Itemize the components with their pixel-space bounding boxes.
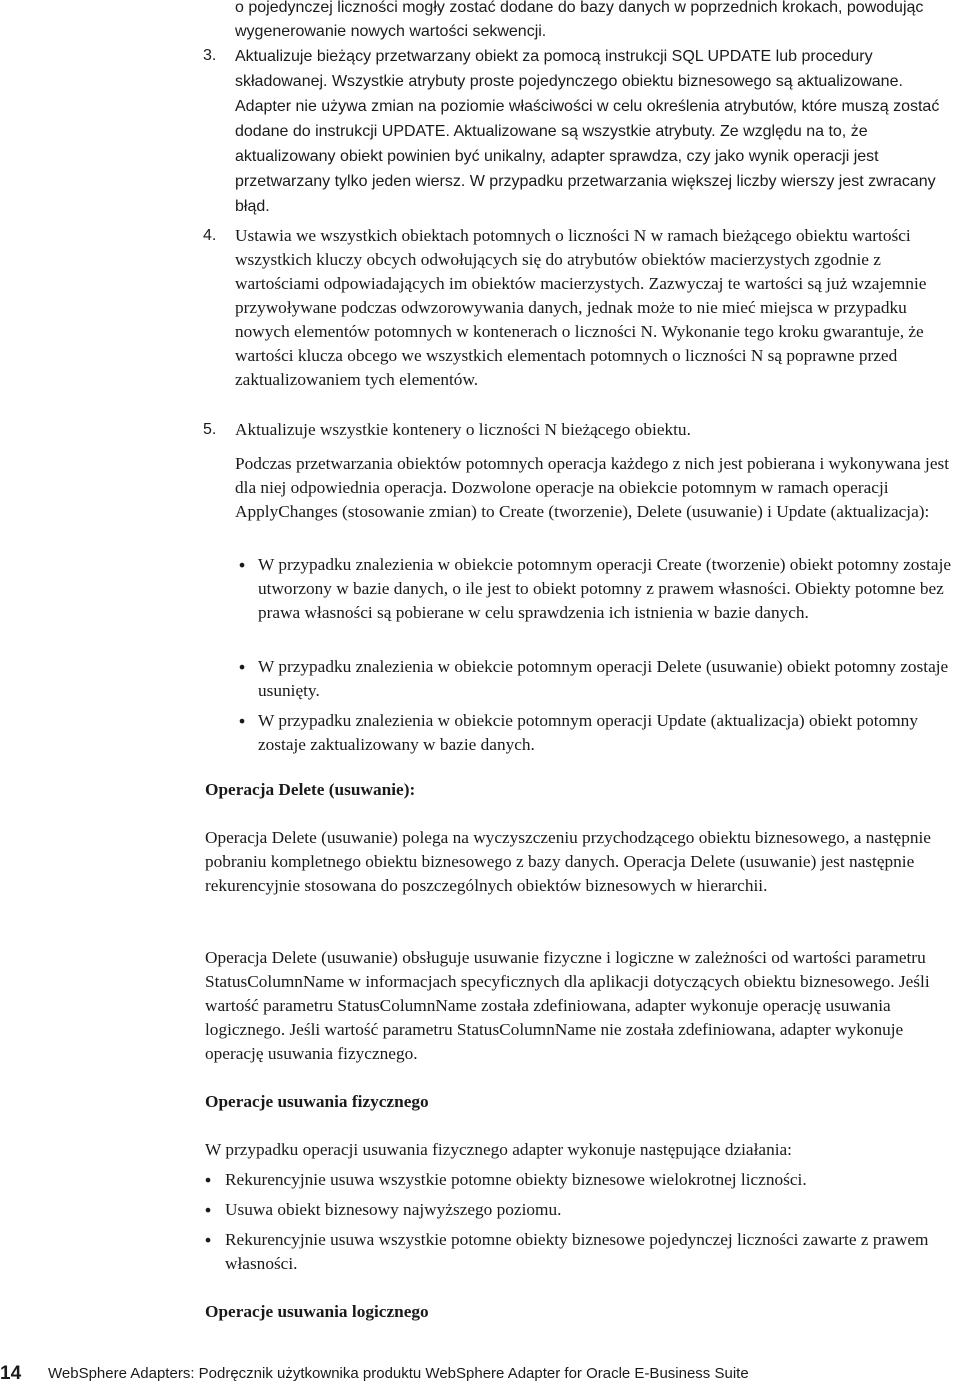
- bullet-marker: •: [238, 711, 246, 731]
- section-heading-logical-delete: Operacje usuwania logicznego: [205, 1302, 429, 1321]
- footer-title: WebSphere Adapters: Podręcznik użytkownika produktu WebSphere Adapter for Oracle E-Business Suite: [48, 1365, 749, 1382]
- section-heading-physical-delete: Operacje usuwania fizycznego: [205, 1092, 429, 1111]
- delete-paragraph-2: Operacja Delete (usuwanie) obsługuje usuwanie fizyczne i logiczne w zależności od wartości parametru StatusColumnName w informacjach specyficznych dla aplikacji dotyczących obiektu biznesowego. Jeśli wartość parametru StatusColumnName została zdefiniowana, adapter wykonuje operację usuwania logicznego. Jeśli wartość parametru StatusColumnName nie została zdefiniowana, adapter wykonuje operację usuwania fizycznego.: [205, 948, 930, 1063]
- list-item-5-bullet-1: W przypadku znalezienia w obiekcie potomnym operacji Create (tworzenie) obiekt potomny zostaje utworzony w bazie danych, o ile jest to obiekt potomny z prawem własności. Obiekty potomne bez prawa własności są pobierane w celu sprawdzenia ich istnienia w bazie danych.: [258, 555, 952, 622]
- list-item-4-text: Ustawia we wszystkich obiektach potomnych o liczności N w ramach bieżącego obiektu wartości wszystkich kluczy obcych odwołujących się do atrybutów obiektów macierzystych zgodnie z wartościami odpowiadających im obiektów macierzystych. Zazwyczaj te wartości są już wzajemnie przywoływane podczas odwzorowywania danych, jednak może to nie mieć miejsca w przypadku nowych elementów potomnych w kontenerach o liczności N. Wykonanie tego kroku gwarantuje, że wartości klucza obcego we wszystkich elementach potomnych o liczności N są poprawne przed zaktualizowaniem tych elementów.: [235, 226, 927, 389]
- physical-delete-bullet-1: Rekurencyjnie usuwa wszystkie potomne obiekty biznesowe wielokrotnej liczności.: [225, 1170, 807, 1189]
- bullet-marker: •: [238, 657, 246, 677]
- bullet-marker: •: [238, 555, 246, 575]
- bullet-marker: •: [204, 1170, 212, 1190]
- page-number: 14: [0, 1363, 22, 1384]
- list-item-2-continuation: o pojedynczej liczności mogły zostać dodane do bazy danych w poprzednich krokach, powodując wygenerowanie nowych wartości sekwencji.: [235, 0, 924, 40]
- delete-paragraph-1: Operacja Delete (usuwanie) polega na wyczyszczeniu przychodzącego obiektu biznesowego, a następnie pobraniu kompletnego obiektu biznesowego z bazy danych. Operacja Delete (usuwanie) jest następnie rekurencyjnie stosowana do poszczególnych obiektów biznesowych w hierarchii.: [205, 828, 931, 895]
- list-item-4-number: 4.: [203, 227, 217, 244]
- bullet-marker: •: [204, 1230, 212, 1250]
- list-item-5-bullet-2: W przypadku znalezienia w obiekcie potomnym operacji Delete (usuwanie) obiekt potomny zostaje usunięty.: [258, 657, 949, 700]
- list-item-5-text: Aktualizuje wszystkie kontenery o liczności N bieżącego obiektu.: [235, 420, 691, 439]
- list-item-3-number: 3.: [203, 47, 217, 64]
- list-item-5-number: 5.: [203, 421, 217, 438]
- list-item-5-bullet-3: W przypadku znalezienia w obiekcie potomnym operacji Update (aktualizacja) obiekt potomny zostaje zaktualizowany w bazie danych.: [258, 711, 918, 754]
- bullet-marker: •: [204, 1200, 212, 1220]
- section-heading-delete: Operacja Delete (usuwanie):: [205, 780, 416, 799]
- physical-delete-intro: W przypadku operacji usuwania fizycznego adapter wykonuje następujące działania:: [205, 1140, 792, 1159]
- page-footer: [0, 1362, 960, 1386]
- physical-delete-bullet-2: Usuwa obiekt biznesowy najwyższego poziomu.: [225, 1200, 562, 1219]
- physical-delete-bullet-3: Rekurencyjnie usuwa wszystkie potomne obiekty biznesowe pojedynczej liczności zawarte z prawem własności.: [225, 1230, 929, 1273]
- list-item-3-lead: Aktualizuje bieżący przetwarzany obiekt za pomocą instrukcji SQL UPDATE lub procedury składowanej. Wszystkie atrybuty proste pojedynczego obiektu biznesowego są aktualizowane.: [235, 48, 903, 90]
- list-item-3: [235, 44, 960, 219]
- list-item-3-rest: Adapter nie używa zmian na poziomie właściwości w celu określenia atrybutów, które muszą zostać dodane do instrukcji UPDATE. Aktualizowane są wszystkie atrybuty. Ze względu na to, że aktualizowany obiekt powinien być unikalny, adapter sprawdza, czy jako wynik operacji jest przetwarzany tylko jeden wiersz. W przypadku przetwarzania większej liczby wierszy jest zwracany błąd.: [235, 98, 940, 215]
- list-item-5-paragraph: Podczas przetwarzania obiektów potomnych operacja każdego z nich jest pobierana i wykonywana jest dla niej odpowiednia operacja. Dozwolone operacje na obiekcie potomnym w ramach operacji ApplyChanges (stosowanie zmian) to Create (tworzenie), Delete (usuwanie) i Update (aktualizacja):: [235, 454, 950, 521]
